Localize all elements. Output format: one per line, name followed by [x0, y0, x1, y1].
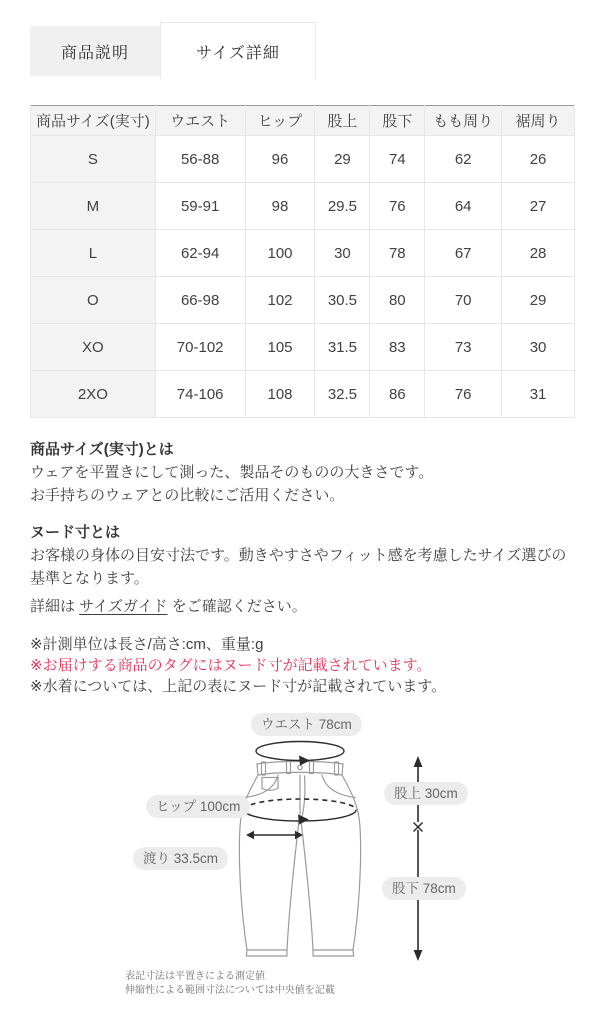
cell-value: 29.5	[315, 183, 370, 230]
thigh-measure-arrow-icon	[246, 831, 303, 839]
cell-value: 32.5	[315, 371, 370, 418]
size-label: S	[31, 136, 156, 183]
size-guide-suffix: をご確認ください。	[167, 598, 307, 615]
cell-value: 29	[315, 136, 370, 183]
section-nude-size	[30, 521, 575, 618]
cell-value: 30.5	[315, 277, 370, 324]
cell-value: 96	[245, 136, 315, 183]
size-label: M	[31, 183, 156, 230]
size-label: O	[31, 277, 156, 324]
section-product-size-heading: 商品サイズ(実寸)とは	[30, 441, 174, 458]
cell-value: 30	[502, 324, 575, 371]
section-nude-size-body: お客様の身体の目安寸法です。動きやすさやフィット感を考慮したサイズ選びの基準となります。	[30, 547, 567, 587]
cell-value: 76	[370, 183, 425, 230]
cell-value: 30	[315, 230, 370, 277]
cell-value: 27	[502, 183, 575, 230]
cell-value: 70	[425, 277, 502, 324]
header-inseam: 股下	[370, 106, 425, 136]
measurement-diagram	[0, 707, 600, 1019]
note-swimwear: ※水着については、上記の表にヌード寸が記載されています。	[30, 678, 447, 695]
cell-value: 100	[245, 230, 315, 277]
section-nude-size-heading: ヌード寸とは	[30, 524, 121, 541]
thigh-label-pill: 渡り 33.5cm	[133, 847, 228, 870]
size-label: XO	[31, 324, 156, 371]
inseam-label-pill: 股下 78cm	[382, 877, 466, 900]
cell-value: 29	[502, 277, 575, 324]
size-label: 2XO	[31, 371, 156, 418]
cell-value: 74-106	[155, 371, 245, 418]
header-rise: 股上	[315, 106, 370, 136]
header-waist: ウエスト	[155, 106, 245, 136]
size-row-o	[31, 277, 575, 324]
hip-label-pill: ヒップ 100cm	[146, 795, 250, 818]
size-table-header-row	[31, 106, 575, 136]
cell-value: 31	[502, 371, 575, 418]
cell-value: 83	[370, 324, 425, 371]
cell-value: 28	[502, 230, 575, 277]
pants-outline-icon	[239, 761, 360, 957]
section-product-size-line1: ウェアを平置きにして測った、製品そのものの大きさです。	[30, 464, 434, 481]
cell-value: 108	[245, 371, 315, 418]
cell-value: 105	[245, 324, 315, 371]
cell-value: 80	[370, 277, 425, 324]
rise-label-pill: 股上 30cm	[384, 782, 468, 805]
size-row-xo	[31, 324, 575, 371]
cell-value: 98	[245, 183, 315, 230]
tab-product-description[interactable]: 商品説明	[30, 26, 160, 76]
size-row-2xo	[31, 371, 575, 418]
cell-value: 67	[425, 230, 502, 277]
cell-value: 64	[425, 183, 502, 230]
cell-value: 78	[370, 230, 425, 277]
waist-label-pill: ウエスト 78cm	[251, 713, 362, 736]
cell-value: 86	[370, 371, 425, 418]
cell-value: 59-91	[155, 183, 245, 230]
tab-bar	[30, 22, 600, 79]
cell-value: 31.5	[315, 324, 370, 371]
size-guide-line	[30, 595, 575, 618]
header-thigh: もも周り	[425, 106, 502, 136]
cell-value: 70-102	[155, 324, 245, 371]
cell-value: 26	[502, 136, 575, 183]
cell-value: 76	[425, 371, 502, 418]
header-hem: 裾周り	[502, 106, 575, 136]
cell-value: 66-98	[155, 277, 245, 324]
size-row-l	[31, 230, 575, 277]
header-hip: ヒップ	[245, 106, 315, 136]
diagram-footnote-line1: 表記寸法は平置きによる測定値	[125, 971, 265, 982]
note-tag-nude-size: ※お届けする商品のタグにはヌード寸が記載されています。	[30, 657, 432, 674]
cell-value: 102	[245, 277, 315, 324]
size-row-s	[31, 136, 575, 183]
notes-block	[30, 634, 575, 697]
cell-value: 62-94	[155, 230, 245, 277]
size-table	[30, 105, 575, 418]
header-product-size: 商品サイズ(実寸)	[31, 106, 156, 136]
cell-value: 73	[425, 324, 502, 371]
size-guide-prefix: 詳細は	[30, 598, 80, 615]
cell-value: 56-88	[155, 136, 245, 183]
section-product-size	[30, 438, 575, 507]
section-product-size-line2: お手持ちのウェアとの比較にご活用ください。	[30, 487, 345, 504]
size-row-m	[31, 183, 575, 230]
diagram-footnote	[125, 970, 335, 998]
cell-value: 74	[370, 136, 425, 183]
size-guide-link[interactable]: サイズガイド	[79, 598, 168, 615]
tab-size-detail[interactable]: サイズ詳細	[160, 22, 316, 79]
pants-diagram-svg	[130, 709, 470, 969]
cell-value: 62	[425, 136, 502, 183]
size-label: L	[31, 230, 156, 277]
diagram-footnote-line2: 伸縮性による範囲寸法については中央値を記載	[125, 985, 335, 996]
note-measure-unit: ※計測単位は長さ/高さ:cm、重量:g	[30, 636, 264, 653]
